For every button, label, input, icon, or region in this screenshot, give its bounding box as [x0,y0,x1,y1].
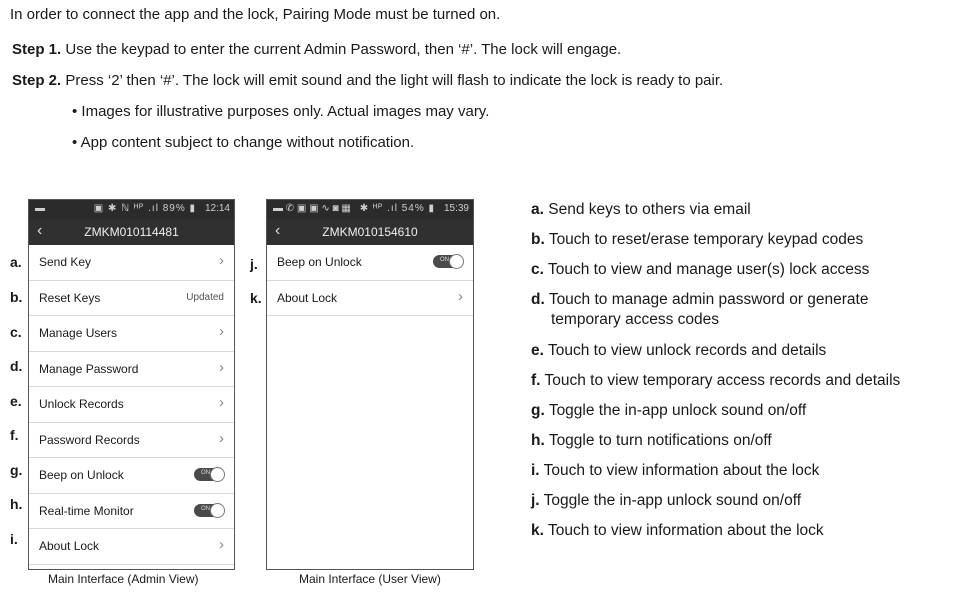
back-arrow-icon[interactable]: ‹ [37,222,43,239]
legend-text: Send keys to others via email [548,201,751,218]
legend-text: Touch to view unlock records and details [547,342,827,359]
status-bar [29,200,234,219]
bullet-1: • Images for illustrative purposes only. Actual images may vary. [72,103,490,120]
menu-label: Reset Keys [39,290,101,305]
menu-manage-users[interactable] [29,316,234,352]
legend-letter: k. [531,522,544,539]
chevron-right-icon: › [219,394,224,411]
monitor-toggle[interactable] [194,504,224,517]
toggle-state: ON [201,470,210,476]
toggle-knob [210,467,225,482]
legend-letter: g. [531,402,545,419]
menu-label: Unlock Records [39,397,124,411]
status-time: 15:39 [443,203,469,214]
menu-reset-keys[interactable] [29,281,234,317]
status-time: 12:14 [204,203,230,214]
intro-text: In order to connect the app and the lock, Pairing Mode must be turned on. [10,6,501,23]
legend-letter: d. [531,291,545,308]
letter-d: d. [10,358,23,374]
menu-label: Real-time Monitor [39,503,134,518]
legend-item-d [531,290,868,310]
letter-a: a. [10,254,22,270]
menu-label: Send Key [39,255,92,269]
app-title-bar [29,219,234,245]
legend-letter: j. [531,492,540,509]
legend-text: Touch to view temporary access records and details [544,372,901,389]
notification-icons: ▬ ✆ ▣ ▣ ∿ ◙ ▦ [273,203,351,214]
legend-text: Touch to reset/erase temporary keypad codes [548,231,864,248]
menu-beep-on-unlock [29,458,234,494]
toggle-knob [449,254,464,269]
letter-g: g. [10,462,23,478]
legend-item-h [531,431,772,451]
menu-about-lock[interactable] [267,281,473,317]
legend-item-j [531,491,801,511]
chevron-right-icon: › [219,323,224,340]
legend-text: Toggle the in-app unlock sound on/off [543,492,802,509]
menu-label: About Lock [39,539,100,553]
step-1-label: Step 1. [12,41,62,58]
menu-password-records[interactable] [29,423,234,459]
menu-send-key[interactable] [29,245,234,281]
menu-label: Password Records [39,432,140,447]
menu-beep-on-unlock [267,245,473,281]
legend-item-f [531,371,900,391]
legend-letter: h. [531,432,545,449]
lock-title: ZMKM010154610 [322,225,418,239]
legend-item-k [531,521,824,541]
step-2 [12,72,723,89]
step-2-text: Press ‘2’ then ‘#’. The lock will emit sound and the light will flash to indicate the lock is ready to pair. [65,72,724,89]
toggle-state: ON [440,257,449,263]
legend-item-c [531,260,869,280]
letter-k: k. [250,290,262,306]
beep-toggle[interactable] [194,468,224,481]
menu-label: Manage Password [39,361,139,376]
legend-letter: a. [531,201,544,218]
legend-text: Touch to view and manage user(s) lock access [547,261,870,278]
battery-saver-icon: ▬ [35,203,45,214]
legend-item-e [531,341,826,361]
chevron-right-icon: › [458,287,463,305]
letter-e: e. [10,393,22,409]
status-bar [267,200,473,219]
legend-text: Touch to view information about the lock [543,462,820,479]
menu-label: About Lock [277,290,338,305]
chevron-right-icon: › [219,358,224,376]
legend-letter: e. [531,342,544,359]
app-title-bar [267,219,473,245]
user-phone-screenshot [266,199,474,570]
menu-label: Manage Users [39,326,118,340]
admin-phone-screenshot [28,199,235,570]
toggle-knob [210,503,225,518]
status-icons: ▣ ✱ ℕ ᴴᴾ .ıl 89% ▮ [93,203,196,214]
menu-label: Beep on Unlock [39,468,124,482]
status-value: Updated [186,291,224,303]
step-1 [12,41,621,58]
user-caption: Main Interface (User View) [299,572,441,586]
chevron-right-icon: › [219,429,224,447]
legend-item-i [531,461,819,481]
toggle-state: ON [201,505,210,512]
step-1-text: Use the keypad to enter the current Admin Password, then ‘#’. The lock will engage. [65,41,622,58]
legend-item-a [531,200,751,220]
letter-f: f. [10,427,19,443]
status-icons: ✱ ᴴᴾ .ıl 54% ▮ [359,203,435,214]
letter-c: c. [10,324,22,340]
chevron-right-icon: › [219,252,224,269]
menu-label: Beep on Unlock [277,255,362,269]
legend-letter: i. [531,462,540,479]
legend-item-d-cont: temporary access codes [551,311,719,328]
step-2-label: Step 2. [12,72,62,89]
legend-text: Toggle to turn notifications on/off [548,432,772,449]
legend-text: Toggle the in-app unlock sound on/off [548,402,807,419]
legend-text: Touch to view information about the lock [547,522,824,539]
letter-b: b. [10,289,23,305]
menu-realtime-monitor [29,494,234,530]
lock-title: ZMKM010114481 [84,225,179,239]
legend-item-g [531,401,806,421]
chevron-right-icon: › [219,536,224,553]
letter-i: i. [10,531,18,547]
legend-letter: f. [531,372,541,389]
letter-j: j. [250,256,258,272]
legend-letter: c. [531,261,544,278]
menu-unlock-records[interactable] [29,387,234,423]
menu-manage-password[interactable] [29,352,234,388]
menu-about-lock[interactable] [29,529,234,565]
legend-letter: b. [531,231,545,248]
letter-h: h. [10,496,23,512]
legend-text: Touch to manage admin password or generate [548,291,869,308]
back-arrow-icon[interactable]: ‹ [275,222,281,239]
admin-caption: Main Interface (Admin View) [48,572,199,586]
bullet-2: • App content subject to change without notification. [72,134,415,151]
legend-item-b [531,230,863,250]
beep-toggle[interactable] [433,255,463,268]
